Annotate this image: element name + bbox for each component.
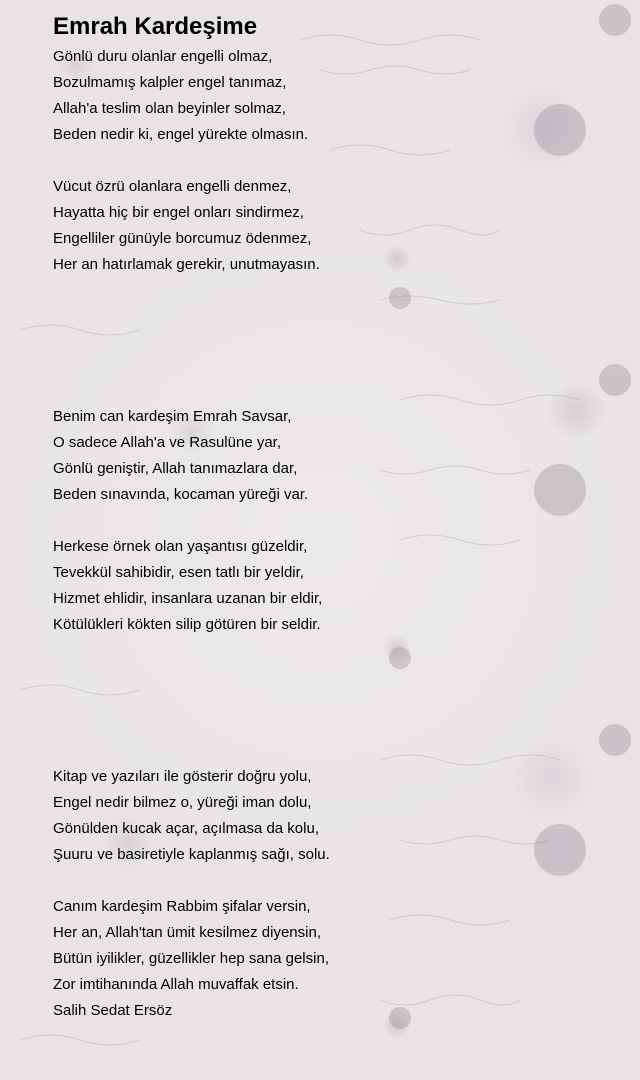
- poem-title: Emrah Kardeşime: [53, 13, 258, 40]
- poem-container: [53, 10, 613, 1024]
- poem-line: Gönülden kucak açar, açılmasa da kolu,: [53, 820, 319, 837]
- poem-line: Bütün iyilikler, güzellikler hep sana gelsin,: [53, 950, 329, 967]
- poem-line: Gönlü geniştir, Allah tanımazlara dar,: [53, 460, 298, 477]
- stanza-gap: [53, 868, 613, 894]
- poem-line: Herkese örnek olan yaşantısı güzeldir,: [53, 538, 308, 555]
- poem-line: Her an hatırlamak gerekir, unutmayasın.: [53, 256, 320, 273]
- poem-line: Beden sınavında, kocaman yüreği var.: [53, 486, 309, 503]
- poem-line: Gönlü duru olanlar engelli olmaz,: [53, 48, 273, 65]
- poem-section-2: [53, 404, 613, 638]
- poem-line: Şuuru ve basiretiyle kaplanmış sağı, solu.: [53, 846, 330, 863]
- poem-line: Tevekkül sahibidir, esen tatlı bir yeldir,: [53, 564, 304, 581]
- poem-line: Vücut özrü olanlara engelli denmez,: [53, 178, 292, 195]
- poem-line: Her an, Allah'tan ümit kesilmez diyensin,: [53, 924, 321, 941]
- poem-line: Kötülükleri kökten silip götüren bir seldir.: [53, 616, 321, 633]
- poem-line: Beden nedir ki, engel yürekte olmasın.: [53, 126, 309, 143]
- poem-author: Salih Sedat Ersöz: [53, 1002, 173, 1019]
- poem-line: Kitap ve yazıları ile gösterir doğru yolu,: [53, 768, 312, 785]
- poem-section-1: [53, 44, 613, 278]
- stanza-gap: [53, 148, 613, 174]
- stanza-gap: [53, 508, 613, 534]
- poem-line: Engel nedir bilmez o, yüreği iman dolu,: [53, 794, 312, 811]
- poem-line: Hayatta hiç bir engel onları sindirmez,: [53, 204, 304, 221]
- poem-line: O sadece Allah'a ve Rasulüne yar,: [53, 434, 282, 451]
- poem-line: Canım kardeşim Rabbim şifalar versin,: [53, 898, 311, 915]
- section-gap: [53, 278, 613, 404]
- section-gap: [53, 638, 613, 764]
- poem-line: Bozulmamış kalpler engel tanımaz,: [53, 74, 287, 91]
- poem-line: Hizmet ehlidir, insanlara uzanan bir eldir,: [53, 590, 323, 607]
- poem-section-3: [53, 764, 613, 1024]
- poem-line: Zor imtihanında Allah muvaffak etsin.: [53, 976, 299, 993]
- poem-line: Benim can kardeşim Emrah Savsar,: [53, 408, 292, 425]
- poem-line: Allah'a teslim olan beyinler solmaz,: [53, 100, 286, 117]
- poem-line: Engelliler günüyle borcumuz ödenmez,: [53, 230, 312, 247]
